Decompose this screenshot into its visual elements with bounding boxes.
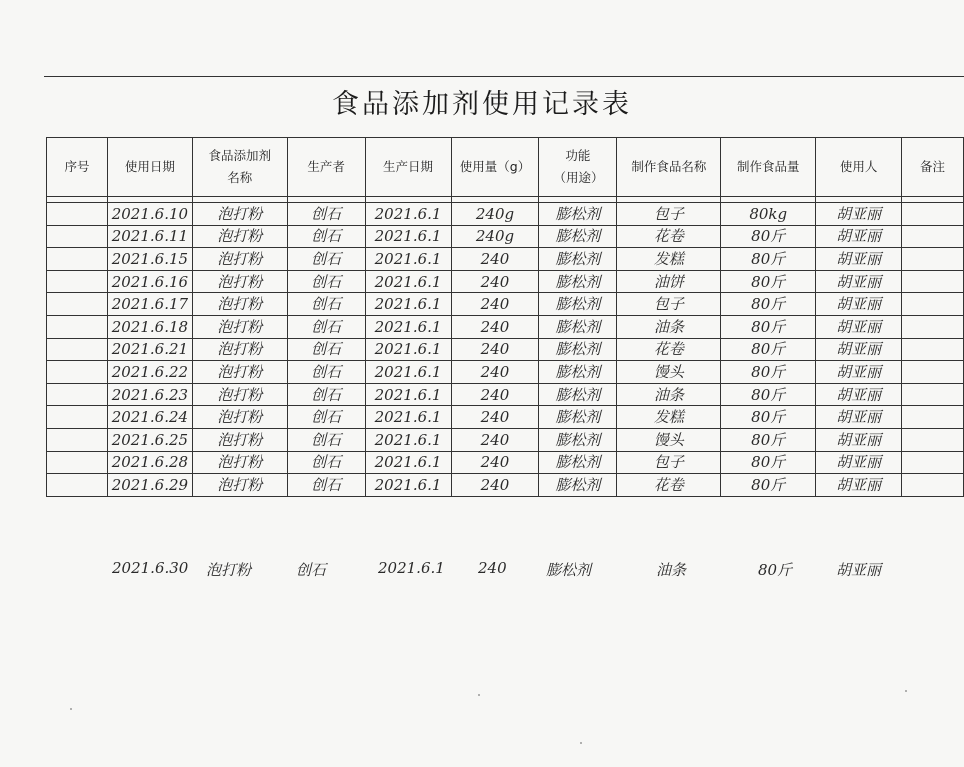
cell-user: 胡亚丽 bbox=[816, 270, 902, 293]
extra-user: 胡亚丽 bbox=[836, 561, 882, 579]
cell-function: 膨松剂 bbox=[539, 293, 617, 316]
cell-remarks bbox=[902, 383, 964, 406]
cell-prod-date: 2021.6.1 bbox=[365, 474, 451, 497]
cell-food: 发糕 bbox=[617, 248, 721, 271]
extra-quantity: 80斤 bbox=[758, 561, 793, 579]
cell-quantity: 80斤 bbox=[721, 225, 816, 248]
cell-producer: 创石 bbox=[287, 225, 365, 248]
extra-producer: 创石 bbox=[296, 561, 327, 579]
cell-prod-date: 2021.6.1 bbox=[365, 383, 451, 406]
cell-quantity: 80斤 bbox=[721, 428, 816, 451]
cell-seq bbox=[47, 203, 108, 226]
header-food-quantity: 制作食品量 bbox=[721, 138, 816, 197]
cell-quantity: 80斤 bbox=[721, 451, 816, 474]
cell-function: 膨松剂 bbox=[539, 248, 617, 271]
cell-seq bbox=[47, 248, 108, 271]
cell-amount: 240 bbox=[451, 451, 539, 474]
table-row bbox=[47, 428, 964, 451]
cell-prod-date: 2021.6.1 bbox=[365, 406, 451, 429]
cell-user: 胡亚丽 bbox=[816, 315, 902, 338]
scan-speck bbox=[905, 690, 907, 692]
cell-amount: 240 bbox=[451, 248, 539, 271]
cell-seq bbox=[47, 293, 108, 316]
cell-additive: 泡打粉 bbox=[192, 383, 287, 406]
extra-function: 膨松剂 bbox=[546, 561, 592, 579]
cell-amount: 240 bbox=[451, 338, 539, 361]
table-row bbox=[47, 315, 964, 338]
cell-food: 油饼 bbox=[617, 270, 721, 293]
cell-quantity: 80斤 bbox=[721, 474, 816, 497]
cell-additive: 泡打粉 bbox=[192, 225, 287, 248]
cell-function: 膨松剂 bbox=[539, 474, 617, 497]
cell-function: 膨松剂 bbox=[539, 451, 617, 474]
table-row bbox=[47, 225, 964, 248]
scan-speck bbox=[70, 708, 72, 710]
cell-use-date: 2021.6.23 bbox=[107, 383, 192, 406]
cell-additive: 泡打粉 bbox=[192, 293, 287, 316]
cell-food: 包子 bbox=[617, 293, 721, 316]
cell-food: 花卷 bbox=[617, 474, 721, 497]
cell-user: 胡亚丽 bbox=[816, 338, 902, 361]
cell-prod-date: 2021.6.1 bbox=[365, 203, 451, 226]
cell-remarks bbox=[902, 315, 964, 338]
cell-seq bbox=[47, 406, 108, 429]
cell-function: 膨松剂 bbox=[539, 203, 617, 226]
cell-producer: 创石 bbox=[287, 406, 365, 429]
cell-producer: 创石 bbox=[287, 293, 365, 316]
cell-food: 发糕 bbox=[617, 406, 721, 429]
scan-speck bbox=[478, 694, 480, 696]
cell-function: 膨松剂 bbox=[539, 361, 617, 384]
cell-remarks bbox=[902, 451, 964, 474]
cell-function: 膨松剂 bbox=[539, 338, 617, 361]
cell-seq bbox=[47, 225, 108, 248]
cell-food: 花卷 bbox=[617, 225, 721, 248]
cell-amount: 240g bbox=[451, 225, 539, 248]
cell-food: 馒头 bbox=[617, 361, 721, 384]
header-production-date: 生产日期 bbox=[365, 138, 451, 197]
cell-prod-date: 2021.6.1 bbox=[365, 428, 451, 451]
cell-amount: 240 bbox=[451, 383, 539, 406]
cell-function: 膨松剂 bbox=[539, 225, 617, 248]
cell-remarks bbox=[902, 361, 964, 384]
cell-producer: 创石 bbox=[287, 428, 365, 451]
cell-remarks bbox=[902, 293, 964, 316]
cell-amount: 240 bbox=[451, 428, 539, 451]
scan-speck bbox=[580, 742, 582, 744]
table-row bbox=[47, 474, 964, 497]
top-rule bbox=[44, 76, 964, 77]
cell-seq bbox=[47, 451, 108, 474]
cell-quantity: 80斤 bbox=[721, 293, 816, 316]
table-row bbox=[47, 361, 964, 384]
cell-prod-date: 2021.6.1 bbox=[365, 248, 451, 271]
cell-remarks bbox=[902, 270, 964, 293]
cell-user: 胡亚丽 bbox=[816, 428, 902, 451]
cell-seq bbox=[47, 270, 108, 293]
cell-amount: 240 bbox=[451, 315, 539, 338]
additive-log-table bbox=[46, 137, 964, 497]
cell-additive: 泡打粉 bbox=[192, 270, 287, 293]
cell-additive: 泡打粉 bbox=[192, 248, 287, 271]
cell-quantity: 80斤 bbox=[721, 270, 816, 293]
cell-user: 胡亚丽 bbox=[816, 203, 902, 226]
cell-amount: 240 bbox=[451, 361, 539, 384]
cell-amount: 240 bbox=[451, 406, 539, 429]
cell-quantity: 80斤 bbox=[721, 406, 816, 429]
cell-quantity: 80斤 bbox=[721, 383, 816, 406]
cell-producer: 创石 bbox=[287, 270, 365, 293]
cell-amount: 240 bbox=[451, 474, 539, 497]
cell-remarks bbox=[902, 474, 964, 497]
cell-additive: 泡打粉 bbox=[192, 474, 287, 497]
cell-producer: 创石 bbox=[287, 248, 365, 271]
table-row bbox=[47, 451, 964, 474]
cell-remarks bbox=[902, 428, 964, 451]
table-row bbox=[47, 338, 964, 361]
header-seq: 序号 bbox=[47, 138, 108, 197]
extra-food: 油条 bbox=[656, 561, 687, 579]
table-row bbox=[47, 203, 964, 226]
cell-remarks bbox=[902, 225, 964, 248]
header-user: 使用人 bbox=[816, 138, 902, 197]
cell-food: 油条 bbox=[617, 383, 721, 406]
cell-prod-date: 2021.6.1 bbox=[365, 293, 451, 316]
cell-amount: 240 bbox=[451, 293, 539, 316]
cell-quantity: 80斤 bbox=[721, 361, 816, 384]
extra-amount: 240 bbox=[478, 559, 507, 577]
cell-quantity: 80斤 bbox=[721, 248, 816, 271]
cell-additive: 泡打粉 bbox=[192, 338, 287, 361]
header-producer: 生产者 bbox=[287, 138, 365, 197]
cell-user: 胡亚丽 bbox=[816, 293, 902, 316]
cell-prod-date: 2021.6.1 bbox=[365, 451, 451, 474]
cell-producer: 创石 bbox=[287, 361, 365, 384]
table-row bbox=[47, 406, 964, 429]
cell-user: 胡亚丽 bbox=[816, 383, 902, 406]
cell-function: 膨松剂 bbox=[539, 428, 617, 451]
cell-food: 油条 bbox=[617, 315, 721, 338]
extra-prod-date: 2021.6.1 bbox=[378, 559, 445, 577]
table-row bbox=[47, 293, 964, 316]
cell-function: 膨松剂 bbox=[539, 383, 617, 406]
cell-seq bbox=[47, 383, 108, 406]
cell-use-date: 2021.6.16 bbox=[107, 270, 192, 293]
cell-producer: 创石 bbox=[287, 203, 365, 226]
header-row bbox=[47, 138, 964, 197]
cell-additive: 泡打粉 bbox=[192, 361, 287, 384]
cell-function: 膨松剂 bbox=[539, 315, 617, 338]
cell-use-date: 2021.6.21 bbox=[107, 338, 192, 361]
cell-quantity: 80斤 bbox=[721, 338, 816, 361]
cell-prod-date: 2021.6.1 bbox=[365, 361, 451, 384]
cell-seq bbox=[47, 474, 108, 497]
extra-use-date: 2021.6.30 bbox=[112, 559, 189, 577]
header-remarks: 备注 bbox=[902, 138, 964, 197]
header-amount: 使用量（g） bbox=[451, 138, 539, 197]
cell-additive: 泡打粉 bbox=[192, 315, 287, 338]
cell-additive: 泡打粉 bbox=[192, 451, 287, 474]
cell-food: 包子 bbox=[617, 203, 721, 226]
cell-user: 胡亚丽 bbox=[816, 225, 902, 248]
cell-use-date: 2021.6.25 bbox=[107, 428, 192, 451]
cell-user: 胡亚丽 bbox=[816, 248, 902, 271]
cell-remarks bbox=[902, 248, 964, 271]
cell-amount: 240 bbox=[451, 270, 539, 293]
cell-use-date: 2021.6.22 bbox=[107, 361, 192, 384]
cell-additive: 泡打粉 bbox=[192, 428, 287, 451]
cell-quantity: 80kg bbox=[721, 203, 816, 226]
cell-use-date: 2021.6.29 bbox=[107, 474, 192, 497]
cell-remarks bbox=[902, 338, 964, 361]
cell-use-date: 2021.6.17 bbox=[107, 293, 192, 316]
cell-food: 馒头 bbox=[617, 428, 721, 451]
table-row bbox=[47, 248, 964, 271]
cell-quantity: 80斤 bbox=[721, 315, 816, 338]
table-row bbox=[47, 270, 964, 293]
header-use-date: 使用日期 bbox=[107, 138, 192, 197]
cell-use-date: 2021.6.15 bbox=[107, 248, 192, 271]
cell-function: 膨松剂 bbox=[539, 406, 617, 429]
cell-producer: 创石 bbox=[287, 383, 365, 406]
cell-function: 膨松剂 bbox=[539, 270, 617, 293]
cell-producer: 创石 bbox=[287, 315, 365, 338]
cell-additive: 泡打粉 bbox=[192, 203, 287, 226]
cell-food: 花卷 bbox=[617, 338, 721, 361]
cell-prod-date: 2021.6.1 bbox=[365, 225, 451, 248]
table-row bbox=[47, 383, 964, 406]
cell-seq bbox=[47, 428, 108, 451]
cell-seq bbox=[47, 361, 108, 384]
document-title: 食品添加剂使用记录表 bbox=[332, 89, 632, 120]
cell-seq bbox=[47, 338, 108, 361]
cell-use-date: 2021.6.28 bbox=[107, 451, 192, 474]
cell-prod-date: 2021.6.1 bbox=[365, 338, 451, 361]
cell-remarks bbox=[902, 406, 964, 429]
cell-prod-date: 2021.6.1 bbox=[365, 315, 451, 338]
cell-user: 胡亚丽 bbox=[816, 406, 902, 429]
extra-additive: 泡打粉 bbox=[206, 561, 252, 579]
cell-producer: 创石 bbox=[287, 451, 365, 474]
cell-food: 包子 bbox=[617, 451, 721, 474]
cell-use-date: 2021.6.18 bbox=[107, 315, 192, 338]
cell-user: 胡亚丽 bbox=[816, 474, 902, 497]
header-additive-name: 食品添加剂名称 bbox=[192, 138, 287, 197]
header-food-name: 制作食品名称 bbox=[617, 138, 721, 197]
header-function: 功能（用途） bbox=[539, 138, 617, 197]
cell-producer: 创石 bbox=[287, 338, 365, 361]
cell-prod-date: 2021.6.1 bbox=[365, 270, 451, 293]
cell-producer: 创石 bbox=[287, 474, 365, 497]
cell-use-date: 2021.6.24 bbox=[107, 406, 192, 429]
cell-user: 胡亚丽 bbox=[816, 361, 902, 384]
cell-remarks bbox=[902, 203, 964, 226]
cell-use-date: 2021.6.10 bbox=[107, 203, 192, 226]
table-body bbox=[47, 203, 964, 497]
overflow-entry-row bbox=[46, 557, 964, 581]
cell-use-date: 2021.6.11 bbox=[107, 225, 192, 248]
cell-user: 胡亚丽 bbox=[816, 451, 902, 474]
cell-seq bbox=[47, 315, 108, 338]
cell-amount: 240g bbox=[451, 203, 539, 226]
cell-additive: 泡打粉 bbox=[192, 406, 287, 429]
